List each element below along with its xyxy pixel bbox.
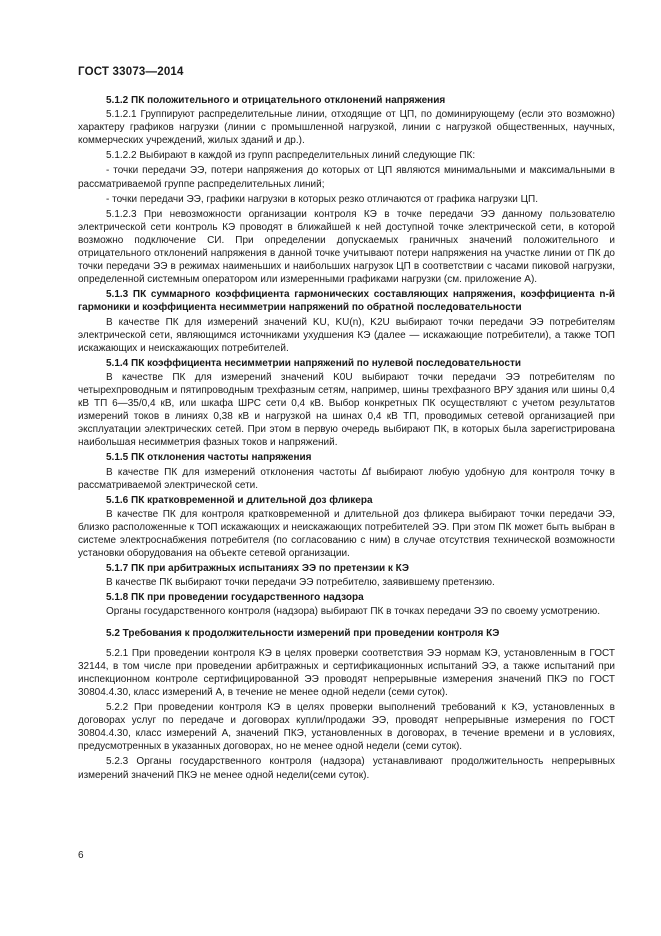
paragraph-5-1-8: Органы государственного контроля (надзора) выбирают ПК в точках передачи ЭЭ по своему усмотрению. (106, 606, 600, 618)
paragraph-5-1-2-3: 5.1.2.3 При невозможности организации контроля КЭ в точке передачи ЭЭ данному пользователю электрической сети контроль КЭ проводят в ближайшей к ней доступной точке электрической сети, в которой возможно подключение СИ. При определении допускаемых граничных значений положительного и отрицательного отклонений напряжения в данной точке учитывают потери напряжения на участке линии от ПК до точки передачи ЭЭ в режимах наименьших и наибольших нагрузок ЦП в соответствии с часами пиковой нагрузки, определенной системным оператором или измеренными графиками нагрузки (см. приложение А). (78, 208, 615, 286)
paragraph-5-1-7: В качестве ПК выбирают точки передачи ЭЭ потребителю, заявившему претензию. (106, 577, 495, 589)
page-number: 6 (78, 850, 84, 861)
paragraph-5-1-3: В качестве ПК для измерений значений KU, KU(n), K2U выбирают точки передачи ЭЭ потребителям электрической сети, являющимся источниками ухудшения КЭ (далее — искажающие потребители), а также ТОП искажающих и неискажающих потребителей. (78, 316, 615, 354)
section-heading-5-1-6: 5.1.6 ПК кратковременной и длительной доз фликера (106, 494, 373, 506)
section-heading-5-1-2: 5.1.2 ПК положительного и отрицательного отклонений напряжения (106, 95, 446, 106)
list-item-1: - точки передачи ЭЭ, потери напряжения до которых от ЦП являются минимальными и максимальными в рассматриваемой группе распределительных линий; (78, 165, 615, 190)
section-heading-5-1-7: 5.1.7 ПК при арбитражных испытаниях ЭЭ по претензии к КЭ (106, 563, 410, 575)
list-item-2: - точки передачи ЭЭ, графики нагрузки в которых резко отличаются от графика нагрузки ЦП. (106, 193, 538, 205)
paragraph-5-1-4: В качестве ПК для измерений значений K0U выбирают точки передачи ЭЭ потребителям по четырехпроводным и пятипроводным трехфазным сетям, например, шины трехфазного ВРУ здания или шины 0,4 кВ ТП 6—35/0,4 кВ, или шкафа ШРС сети 0,4 кВ. Выбор конкретных ПК осуществляют с учетом результатов измерений токов в линиях 0,38 кВ и нагрузкой на шинах 0,4 кВ ТП, проводимых сетевой организацией при эксплуатации электрических сетей. При этом в первую очередь выбирают ПК, в которых была зарегистрирована наибольшая несимметрия фазных токов и напряжений. (78, 371, 615, 449)
section-heading-5-1-5: 5.1.5 ПК отклонения частоты напряжения (106, 452, 312, 464)
paragraph-5-2-2: 5.2.2 При проведении контроля КЭ в целях проверки выполнений требований к КЭ, установленных в договорах услуг по передаче и договорах купли/продажи ЭЭ, проводят непрерывные измерения по ГОСТ 30804.4.30, класс измерений А, значений ПКЭ, установленных в договорах, в течение времени и в условиях, предусмотренных в указанных договорах, но не менее одной недели (семи суток). (78, 702, 615, 753)
paragraph-5-1-2-2: 5.1.2.2 Выбирают в каждой из групп распределительных линий следующие ПК: (106, 150, 476, 162)
section-heading-5-1-8: 5.1.8 ПК при проведении государственного надзора (106, 592, 364, 604)
paragraph-5-2-3: 5.2.3 Органы государственного контроля (надзора) устанавливают продолжительность непрерывных измерений значений ПКЭ не менее одной недели(семи суток). (78, 756, 615, 781)
paragraph-5-1-6: В качестве ПК для контроля кратковременной и длительной доз фликера выбирают точки передачи ЭЭ, близко расположенные к ТОП искажающих и неискажающих потребителей ЭЭ. При этом ПК может быть выбран в системе электроснабжения потребителя (по согласованию с ним) в случае отсутствия технической возможности установки оборудования на объекте сетевой организации. (78, 508, 615, 560)
paragraph-5-2-1: 5.2.1 При проведении контроля КЭ в целях проверки соответствия ЭЭ нормам КЭ, установленным в ГОСТ 32144, в том числе при проведении арбитражных и сертификационных испытаний ЭЭ, а также испытаний при инспекционном контроле сертифицированной ЭЭ проводят непрерывные измерения значений ПКЭ по ГОСТ 30804.4.30, класс измерений А, в течение не менее одной недели (семи суток). (78, 647, 615, 698)
document-body (78, 94, 615, 784)
section-heading-5-1-4: 5.1.4 ПК коэффициента несимметрии напряжений по нулевой последовательности (106, 357, 522, 369)
paragraph-5-1-2-1: 5.1.2.1 Группируют распределительные линии, отходящие от ЦП, по доминирующему (если это возможно) характеру графиков нагрузки (линии с промышленной нагрузкой, линии с нагрузкой общественных, научных, коммерческих учреждений, жилых зданий и др.). (78, 109, 615, 147)
paragraph-5-1-5: В качестве ПК для измерений отклонения частоты Δf выбирают любую удобную для контроля точку в рассматриваемой электрической сети. (78, 466, 615, 491)
page-header: ГОСТ 33073—2014 (78, 66, 184, 78)
section-heading-5-1-3: 5.1.3 ПК суммарного коэффициента гармонических составляющих напряжения, коэффициента n-й гармоники и коэффициента несимметрии напряжений по обратной последовательности (78, 289, 615, 314)
section-heading-5-2: 5.2 Требования к продолжительности измерений при проведении контроля КЭ (106, 627, 500, 639)
